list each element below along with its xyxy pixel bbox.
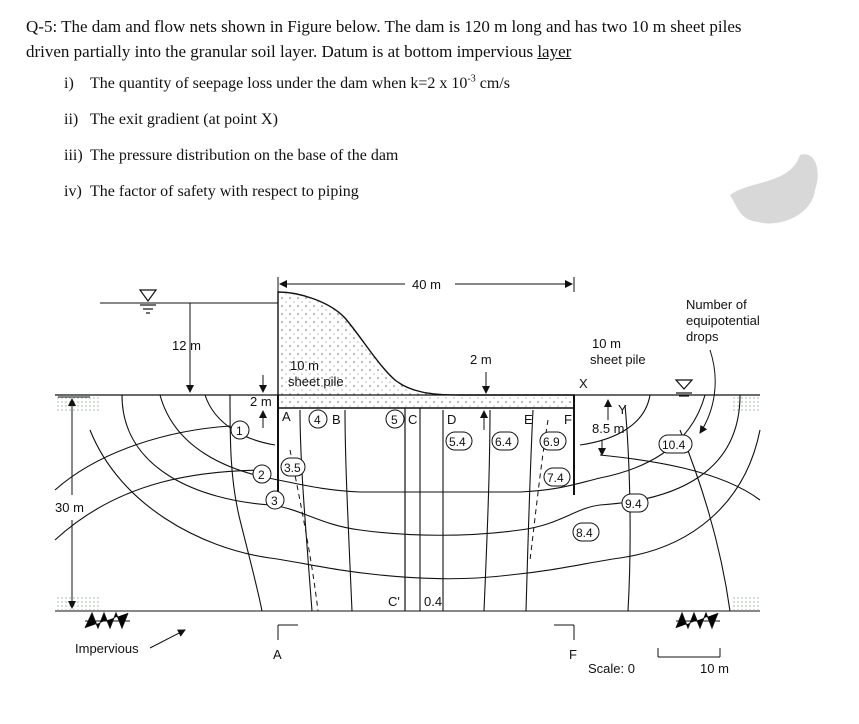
point-Cprime: C' xyxy=(388,594,400,609)
section-marker-A xyxy=(278,625,298,640)
circle-label-8-4: 8.4 xyxy=(576,526,593,540)
label-A-bottom: A xyxy=(273,647,282,662)
point-D: D xyxy=(447,412,457,427)
dim-8-5m-label: 8.5 m xyxy=(592,421,625,436)
equip-label-line2: equipotential xyxy=(686,313,760,328)
impervious-arrow xyxy=(150,630,185,648)
dim-2m-left-label: 2 m xyxy=(250,394,272,409)
circle-marker-2 xyxy=(253,465,271,483)
item-text: The quantity of seepage loss under the dam when k=2 x 10 xyxy=(90,75,468,92)
circle-label-6-9: 6.9 xyxy=(543,435,560,449)
pile-right-line2: sheet pile xyxy=(590,352,646,367)
point-X: X xyxy=(579,376,588,391)
circle-label-3: 3 xyxy=(271,494,278,508)
water-level-icon-right xyxy=(676,380,692,396)
dim-40m-label: 40 m xyxy=(412,277,441,292)
question-title-line1: Q-5: The dam and flow nets shown in Figure below. The dam is 120 m long and has two 10 m sheet piles xyxy=(26,17,742,36)
label-F-bottom: F xyxy=(569,647,577,662)
pile-right-line1: 10 m xyxy=(592,336,621,351)
circle-marker-6-9 xyxy=(540,432,566,450)
question-title-line2: driven partially into the granular soil layer. Datum is at bottom impervious xyxy=(26,42,538,61)
item-number: iii) xyxy=(64,147,83,164)
circle-marker-4 xyxy=(309,410,327,428)
circle-label-2: 2 xyxy=(258,468,265,482)
equip-label-line3: drops xyxy=(686,329,719,344)
dim-12m-label: 12 m xyxy=(172,338,201,353)
edge-box-left-bottom xyxy=(55,596,100,610)
circle-label-4: 4 xyxy=(314,413,321,427)
circle-marker-1 xyxy=(231,421,249,439)
circle-label-3-5: 3.5 xyxy=(284,461,301,475)
scale-label: Scale: 0 xyxy=(588,661,635,676)
pile-left-line1: 10 m xyxy=(290,358,319,373)
value-04: 0.4 xyxy=(424,594,443,609)
point-Y: Y xyxy=(618,402,627,417)
item-text-post: cm/s xyxy=(475,75,510,92)
item-superscript: -3 xyxy=(467,73,476,85)
impervious-hatch-right xyxy=(676,613,720,628)
point-B: B xyxy=(332,412,341,427)
point-C: C xyxy=(408,412,418,427)
circle-marker-7-4 xyxy=(544,468,570,486)
circle-marker-5-4 xyxy=(446,432,472,450)
circle-label-7-4: 7.4 xyxy=(547,471,564,485)
pile-left-line2: sheet pile xyxy=(288,374,344,389)
impervious-label: Impervious xyxy=(75,641,139,656)
point-A: A xyxy=(282,409,291,424)
circle-label-5: 5 xyxy=(391,413,398,427)
item-number: iv) xyxy=(64,183,82,200)
circle-marker-8-4 xyxy=(573,523,599,541)
smudge-mark xyxy=(730,154,818,223)
circle-label-10-4: 10.4 xyxy=(662,438,686,452)
circle-label-6-4: 6.4 xyxy=(495,435,512,449)
water-level-icon-left xyxy=(140,290,156,313)
equip-label-arrow xyxy=(700,350,715,433)
item-number: i) xyxy=(64,75,74,92)
dam-base-verticals xyxy=(405,408,420,611)
item-text: The pressure distribution on the base of the dam xyxy=(90,147,399,164)
dim-30m-label: 30 m xyxy=(55,500,84,515)
circle-marker-10-4 xyxy=(659,435,692,453)
scale-end-label: 10 m xyxy=(700,661,729,676)
scale-bar xyxy=(658,648,720,657)
question-title-underlined: layer xyxy=(537,42,572,61)
circle-marker-3-5 xyxy=(281,458,305,476)
circle-label-1: 1 xyxy=(236,424,243,438)
item-text: The factor of safety with respect to piping xyxy=(90,183,359,200)
equip-label-line1: Number of xyxy=(686,297,747,312)
circle-label-5-4: 5.4 xyxy=(449,435,466,449)
item-text: The exit gradient (at point X) xyxy=(90,111,278,128)
circle-marker-9-4 xyxy=(622,494,648,512)
section-marker-F xyxy=(554,625,574,640)
dam-body xyxy=(278,292,574,408)
circle-label-9-4: 9.4 xyxy=(625,497,642,511)
point-F: F xyxy=(564,412,572,427)
impervious-hatch-left xyxy=(85,613,130,628)
point-E: E xyxy=(524,412,533,427)
flow-lines xyxy=(90,395,760,579)
dim-2m-top-label: 2 m xyxy=(470,352,492,367)
edge-box-right-top xyxy=(733,397,760,413)
edge-box-right-bottom xyxy=(733,596,760,610)
circle-marker-5 xyxy=(386,410,404,428)
equipotential-lines xyxy=(55,395,760,611)
item-number: ii) xyxy=(64,111,79,128)
circle-marker-3 xyxy=(266,491,284,509)
circle-marker-6-4 xyxy=(492,432,518,450)
edge-box-left-top xyxy=(55,397,100,413)
